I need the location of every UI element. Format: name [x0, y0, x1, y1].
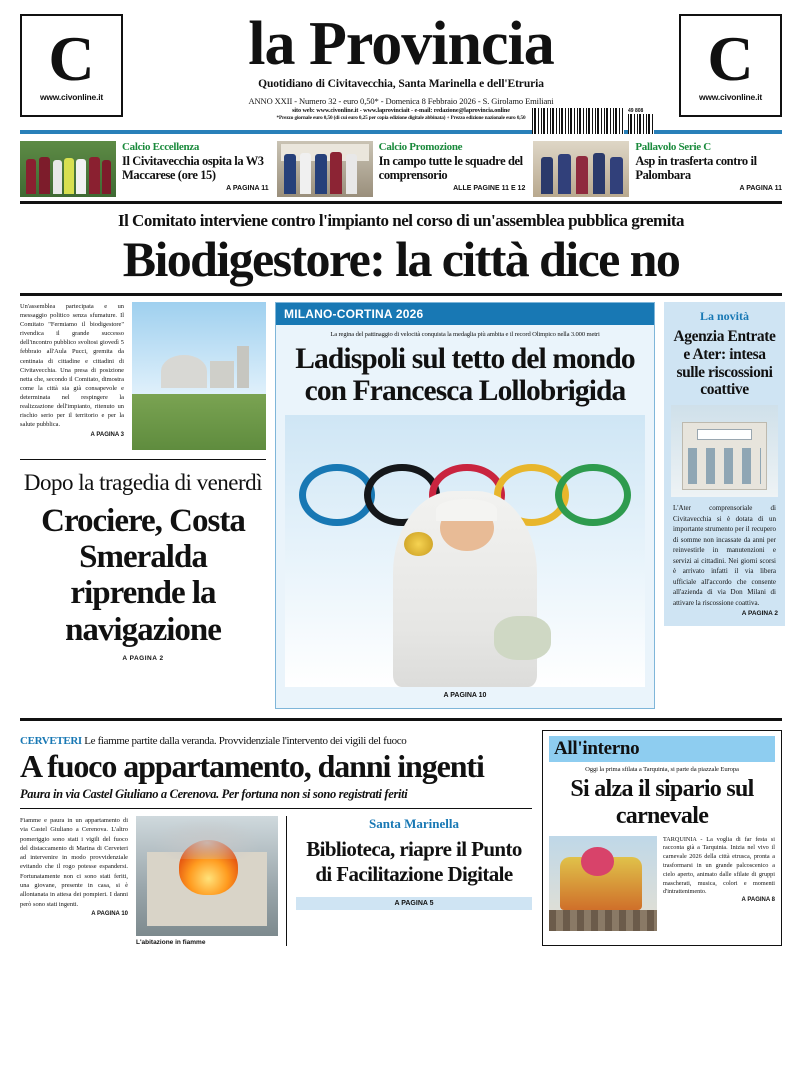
main-story-photo-biodigester: [132, 302, 266, 450]
olympics-section-bar: MILANO-CORTINA 2026: [276, 303, 654, 325]
fire-text-block: [20, 816, 128, 946]
barcode-number: 49 808: [628, 108, 644, 114]
allinterno-headline[interactable]: Si alza il sipario sul carnevale: [570, 775, 754, 829]
allinterno-page-ref: A PAGINA 8: [741, 897, 775, 904]
sports-item[interactable]: [533, 141, 782, 197]
main-story-lead: [20, 302, 266, 450]
price-line: *Prezzo giornale euro 0,50 (di cui euro 0,25 per copia edizione digitale abbinata) + Prezzo edizione nazionale euro 0,50: [276, 115, 526, 122]
sports-headline[interactable]: In campo tutte le squadre del comprensorio: [378, 154, 523, 182]
photo-tank: [210, 361, 234, 388]
photo-dome: [161, 355, 207, 388]
main-story-overline: Il Comitato interviene contro l'impianto nel corso di un'assemblea pubblica gremita: [117, 211, 685, 230]
main-story-text-block: [20, 302, 124, 450]
sports-kicker: Calcio Eccellenza: [122, 141, 200, 153]
barcode-group: [532, 108, 654, 134]
barcode-addon: [628, 114, 654, 134]
logo-url-right: www.civonline.it: [698, 91, 763, 102]
cruise-headline[interactable]: Crociere, Costa Smeralda riprende la navigazione: [41, 502, 245, 648]
novita-page-ref: A PAGINA 2: [741, 610, 778, 618]
olympics-inner: [276, 325, 654, 708]
cruise-top-rule: [20, 459, 266, 460]
main-story-bottom-rule: [20, 293, 782, 296]
sports-kicker: Pallavolo Serie C: [635, 141, 711, 153]
content-columns: [20, 302, 782, 709]
sports-headline[interactable]: Il Civitavecchia ospita la W3 Maccarese (ore 15): [122, 154, 264, 182]
olympics-headline[interactable]: Ladispoli sul tetto del mondo con Francesca Lollobrigida: [295, 343, 635, 408]
fire-section-top-rule: [20, 718, 782, 721]
fire-headline[interactable]: A fuoco appartamento, danni ingenti: [20, 747, 484, 784]
cruise-overline: Dopo la tragedia di venerdì: [23, 470, 263, 495]
olympic-ring-green: [555, 464, 631, 527]
sports-page-ref: A PAGINA 11: [739, 185, 783, 192]
olympics-story[interactable]: [275, 302, 655, 709]
newspaper-subtitle: Quotidiano di Civitavecchia, Santa Marinella e dell'Etruria: [258, 78, 544, 91]
logo-letter: C: [48, 23, 95, 95]
novita-headline[interactable]: Agenzia Entrate e Ater: intesa sulle riscossioni coattive: [673, 328, 776, 399]
sports-headline[interactable]: Asp in trasferta contro il Palombara: [635, 154, 757, 182]
barcode-addon-wrap: [628, 108, 654, 134]
fire-story: [20, 730, 532, 946]
photo-carnival-figure: [581, 847, 613, 876]
fire-photo-burning-apartment: [136, 816, 278, 936]
main-story-page-ref: A PAGINA 3: [90, 432, 124, 439]
photo-field: [132, 394, 266, 450]
santa-marinella-story[interactable]: [286, 816, 532, 946]
fire-columns: [20, 816, 532, 946]
issue-line: ANNO XXII - Numero 32 - euro 0,50* - Domenica 8 Febbraio 2026 - S. Girolamo Emiliani: [248, 96, 554, 107]
fire-photo-block: [136, 816, 278, 946]
allinterno-kicker: Oggi la prima sfilata a Tarquinia, si parte da piazzale Europa: [585, 765, 739, 773]
olympics-photo-athlete: [285, 415, 645, 687]
logo-right[interactable]: [679, 14, 782, 117]
allinterno-bar: All'interno: [549, 736, 775, 762]
santa-marinella-kicker: Santa Marinella: [369, 816, 459, 832]
allinterno-box[interactable]: [542, 730, 782, 946]
novita-photo-ater-building: [671, 405, 778, 497]
main-story-body: Un'assemblea partecipata e un messaggio politico senza sfumature. Il Comitato "Fermiamo il biodigestore" rivendica il grande successo dell'incontro pubblico svoltosi giovedì 5 febbraio all'Aula Pucci, gremita da centinaia di cittadine e cittadini di Civitavecchia. Una presa di posizione netta che, secondo il Comitato, dimostra come la città sia già consapevole e determinata nel respingere la realizzazione dell'impianto, ritenuto un rischio serio per il territorio e per la salute pubblica.: [20, 303, 124, 429]
sports-page-ref: ALLE PAGINE 11 E 12: [453, 185, 526, 192]
cruise-story[interactable]: [20, 471, 266, 662]
athlete-bouquet: [494, 616, 552, 660]
masthead: [20, 0, 782, 128]
gold-medal: [404, 532, 433, 556]
masthead-center: [123, 10, 679, 122]
photo-building-sign: [697, 429, 753, 440]
logo-url-left: www.civonline.it: [39, 91, 104, 102]
sports-kicker: Calcio Promozione: [378, 141, 463, 153]
sports-strip: [20, 134, 782, 201]
photo-carnival-crowd: [549, 910, 657, 931]
sports-text: [635, 141, 782, 197]
allinterno-photo-carnival: [549, 836, 657, 931]
sports-item[interactable]: [20, 141, 269, 197]
athlete-hat: [436, 499, 497, 521]
sports-item[interactable]: [277, 141, 526, 197]
novita-story[interactable]: [664, 302, 785, 626]
bottom-section: [20, 730, 782, 946]
photo-smoke: [153, 818, 261, 859]
novita-body: L'Ater comprensoriale di Civitavecchia si è dotata di un importante strumento per il recupero di somme non incassate da anni per reinvestirle in manutenzioni e servizi ai cittadini. Nei giorni scorsi è arrivato infatti il via libera ufficiale all'accordo che consente all'azienda di via Don Milani di attivare la riscossione coattiva.: [673, 504, 776, 607]
sports-photo-soccer-handshake: [20, 141, 116, 197]
sports-photo-players-tunnel: [277, 141, 373, 197]
allinterno-body: TARQUINIA - La voglia di far festa si racconta già a Tarquinia. Inizia nel vivo il carnevale 2026 della città etrusca, pronta a trasformarsi in un grande palcoscenico a cielo aperto, animato dalle sfilate di gruppi mascherati, musica, colori e momenti d'intrattenimento.: [663, 835, 775, 896]
sports-text: [122, 141, 269, 197]
main-story-headline[interactable]: Biodigestore: la città dice no: [122, 231, 680, 287]
santa-marinella-page-ref: A PAGINA 5: [296, 897, 532, 910]
photo-building-windows: [688, 448, 761, 485]
newspaper-title: la Provincia: [248, 10, 554, 78]
logo-left[interactable]: [20, 14, 123, 117]
novita-kicker: La novità: [699, 309, 749, 323]
fire-subhead: Paura in via Castel Giuliano a Cerenova. Per fortuna non si sono registrati feriti: [20, 787, 408, 802]
santa-marinella-headline[interactable]: Biblioteca, riapre il Punto di Facilitazione Digitale: [306, 837, 522, 886]
column-left: [20, 302, 266, 709]
olympics-kicker: La regina del pattinaggio di velocità conquista la medaglia più ambita e il record Olimpico nella 3.000 metri: [330, 331, 600, 338]
logo-letter-right: C: [707, 23, 754, 95]
fire-body: Fiamme e paura in un appartamento di via Castel Giuliano a Cerenova. L'altro pomeriggio sono stati i vigili del fuoco del distaccamento di Marina di Cerveteri ad intervenire in modo provvidenziale evitando che il rogo potesse espandersi. Fortunatamente non ci sono stati feriti, una giovane, presente in casa, si è allontanata in attesa dei pompieri. I danni però sono stati ingenti.: [20, 817, 128, 908]
allinterno-text-block: [663, 836, 775, 931]
cruise-page-ref: A PAGINA 2: [122, 655, 164, 663]
column-middle: [275, 302, 655, 709]
fire-divider-rule: [20, 808, 532, 809]
olympics-page-ref: A PAGINA 10: [443, 691, 487, 699]
fire-kicker-text: Le fiamme partite dalla veranda. Provvidenziale l'intervento dei vigili del fuoco: [84, 734, 407, 747]
photo-silo: [237, 346, 249, 387]
barcode-main: [532, 108, 624, 134]
column-right: [664, 302, 785, 709]
fire-kicker-line: [20, 730, 532, 747]
sports-photo-volleyball: [533, 141, 629, 197]
sports-text: [379, 141, 526, 197]
sports-page-ref: A PAGINA 11: [226, 185, 269, 192]
allinterno-row: [549, 836, 775, 931]
fire-photo-caption: L'abitazione in fiamme: [136, 939, 206, 947]
fire-kicker: CERVETERI: [20, 734, 82, 747]
fire-page-ref: A PAGINA 10: [91, 910, 128, 917]
web-line: sito web: www.civonline.it - www.laprovinciait - e-mail: redazione@laprovincia.online: [292, 107, 510, 115]
